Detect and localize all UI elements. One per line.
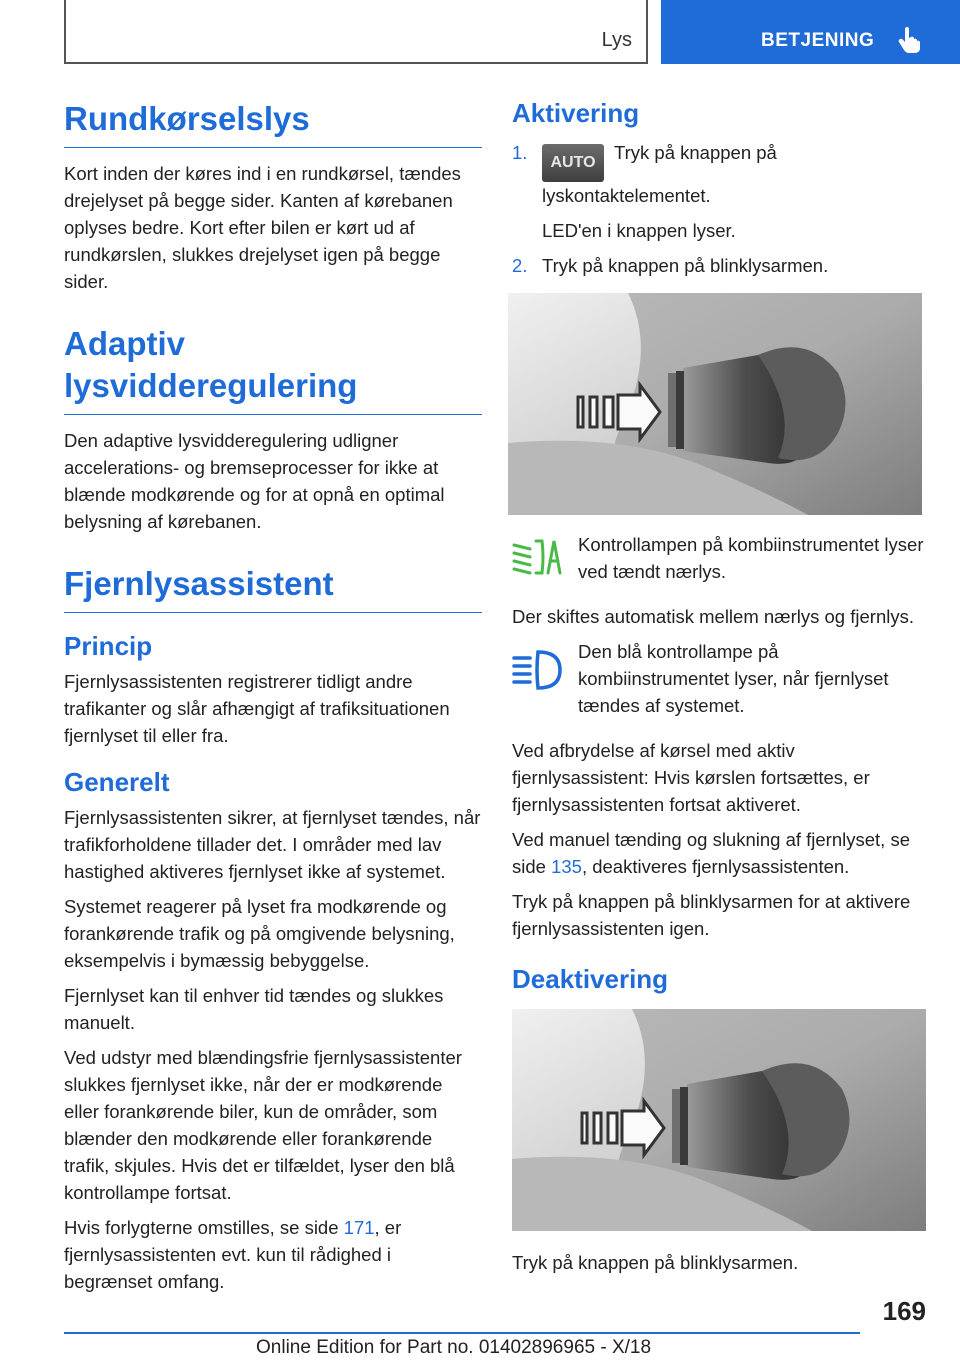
heading-adaptiv-lysvidderegulering: Adaptiv lysvidderegulering — [64, 323, 482, 415]
generelt-p5-start: Hvis forlygterne omstilles, se side — [64, 1217, 344, 1239]
heading-deaktivering: Deaktivering — [512, 964, 669, 995]
generelt-paragraph-3: Fjernlyset kan til enhver tid tændes og slukkes manuelt. — [64, 985, 444, 1034]
step-1-text: Tryk på knappen på lyskontaktelementet. — [542, 142, 777, 207]
generelt-paragraph-4: Ved udstyr med blændingsfrie fjernlysassistenter slukkes fjernlyset ikke, når der er modkørende eller forankørende biler, kun de områder, som blænder den modkørende eller forankørende trafik, skjules. Hvis det er tilfældet, lyser den blå kontrollampe fortsat. — [64, 1047, 462, 1204]
indicator-1-text: Kontrollampen på kombiinstrumentet lyser ved tændt nærlys. — [578, 534, 924, 583]
generelt-paragraph-1: Fjernlysassistenten sikrer, at fjernlyset tændes, når trafikforholdene tillader det. I områder med lav hastighed aktiveres fjernlyset ikke af systemet. — [64, 807, 481, 883]
high-beam-indicator-row — [512, 638, 926, 719]
low-beam-indicator-row — [512, 531, 926, 585]
deaktivering-caption: Tryk på knappen på blinklysarmen. — [512, 1252, 799, 1274]
page-number: 169 — [882, 1296, 926, 1326]
section-title: Lys — [601, 29, 632, 51]
heading-rundkorselslys: Rundkørselslys — [64, 98, 482, 148]
step-2-text: Tryk på knappen på blinklysarmen. — [542, 255, 829, 277]
step-1-number: 1. — [512, 142, 528, 164]
chapter-tab[interactable] — [661, 0, 960, 64]
header-box — [64, 0, 648, 64]
princip-text: Fjernlysassistenten registrerer tidligt andre trafikanter og slår afhængigt af trafiksituationen fjernlyset til eller fra. — [64, 671, 450, 747]
step-2-number: 2. — [512, 255, 528, 277]
footer-divider — [64, 1332, 860, 1334]
interrupt-text: Ved afbrydelse af kørsel med aktiv fjernlysassistent: Hvis kørslen fortsættes, er fjernlysassistenten fortsat aktiveret. — [512, 740, 870, 816]
manual-text-start: Ved manuel tænding og slukning af fjernlyset, se side — [512, 829, 910, 878]
press-again-text: Tryk på knappen på blinklysarmen for at aktivere fjernlysassistenten igen. — [512, 891, 911, 940]
manual-text-end: , deaktiveres fjernlysassistenten. — [581, 856, 850, 878]
step-1 — [512, 139, 926, 209]
indicator-2-text: Den blå kontrollampe på kombiinstrumentet lyser, når fjernlyset tændes af systemet. — [578, 641, 889, 717]
adaptiv-text: Den adaptive lysvidderegulering udligner accelerations- og bremseprocesser for ikke at blænde modkørende og for at opnå en optimal belysning af kørebanen. — [64, 429, 445, 532]
stalk-photo-deactivation — [512, 1009, 926, 1231]
manual-text — [512, 826, 926, 880]
chapter-tab-label: BETJENING — [761, 30, 875, 51]
high-beam-icon — [512, 648, 564, 692]
step-1-note-text: LED'en i knappen lyser. — [542, 220, 736, 242]
generelt-p5-end: , er fjernlysassistenten evt. kun til rådighed i begrænset omfang. — [64, 1217, 402, 1293]
right-column — [512, 98, 926, 1276]
heading-fjernlysassistent: Fjernlysassistent — [64, 563, 482, 613]
page-link-171[interactable]: 171 — [343, 1217, 375, 1239]
turn-signal-stalk-illustration — [508, 293, 922, 515]
step-2 — [512, 252, 926, 279]
turn-signal-stalk-illustration-2 — [512, 1009, 926, 1231]
generelt-paragraph-5 — [64, 1214, 482, 1295]
heading-generelt: Generelt — [64, 767, 170, 798]
hand-pointer-icon — [897, 26, 921, 54]
generelt-paragraph-2: Systemet reagerer på lyset fra modkørende og forankørende trafik og på omgivende belysning, eksempelvis i bymæssig bebyggelse. — [64, 896, 455, 972]
rundkorselslys-text: Kort inden der køres ind i en rundkørsel, tændes drejelyset på begge sider. Kanten af kørebanen oplyses bedre. Kort efter bilen er kørt ud af rundkørslen, slukkes drejelyset igen på begge sider. — [64, 163, 461, 293]
heading-princip: Princip — [64, 631, 153, 661]
low-beam-auto-icon — [512, 535, 564, 579]
page-link-135[interactable]: 135 — [551, 856, 582, 878]
footer-edition: Online Edition for Part no. 01402896965 - X/18 — [256, 1337, 652, 1358]
heading-aktivering: Aktivering — [512, 98, 640, 128]
left-column — [64, 98, 482, 1295]
auto-switch-text: Der skiftes automatisk mellem nærlys og fjernlys. — [512, 606, 914, 628]
auto-button-icon: AUTO — [542, 144, 604, 182]
step-1-note — [512, 217, 926, 244]
stalk-photo-activation — [508, 293, 922, 515]
